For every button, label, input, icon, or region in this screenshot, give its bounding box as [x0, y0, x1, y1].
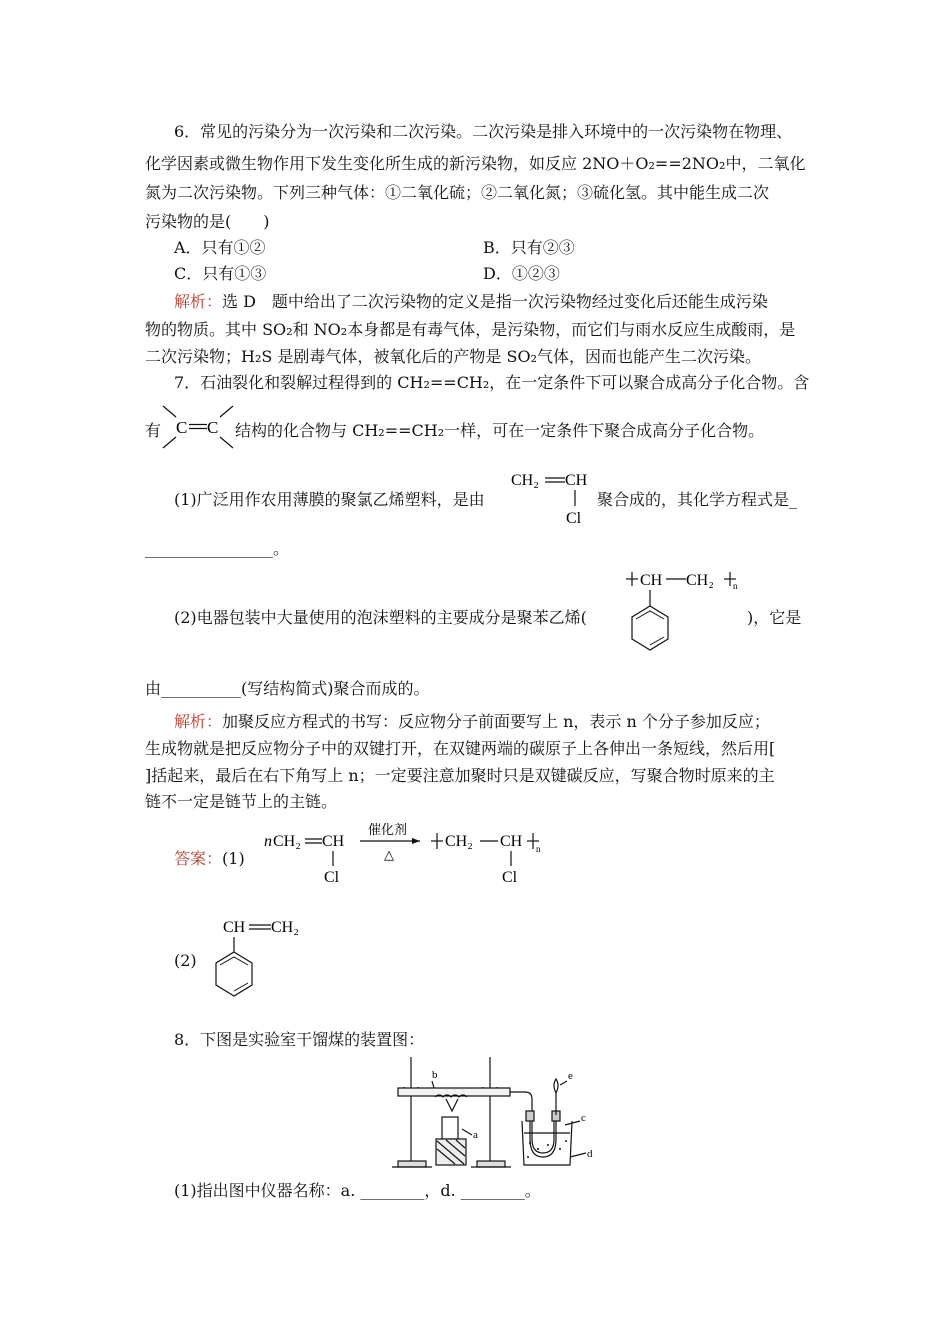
ch2-label: CH₂: [686, 572, 714, 589]
ch2-label: CH₂: [445, 833, 473, 850]
subscript-n: n: [536, 844, 541, 854]
heat-symbol: △: [384, 847, 394, 862]
carbon-label: C: [207, 418, 219, 437]
q7-analysis-line-3: ]括起来，最后在右下角写上 n；一定要注意加聚时只是双键碳反应，写聚合物时原来的主: [145, 766, 775, 785]
q6-option-d: D．①②③: [483, 264, 560, 283]
answer-label: 答案：: [174, 849, 223, 868]
q6-line-2: 化学因素或微生物作用下发生变化所生成的新污染物，如反应 2NO＋O₂==2NO₂中，二氧化: [145, 154, 806, 173]
q6-analysis-line-2: 物的物质。其中 SO₂和 NO₂本身都是有毒气体，是污染物，而它们与雨水反应生成酸雨，是: [145, 320, 796, 339]
q7-line-2-end: 结构的化合物与 CH₂==CH₂一样，可在一定条件下聚合成高分子化合物。: [235, 421, 765, 440]
q6-analysis-line-3: 二次污染物；H₂S 是剧毒气体，被氧化后的产物是 SO₂气体，因而也能产生二次污染。: [145, 347, 761, 366]
cl-label: Cl: [566, 510, 582, 527]
q7-line-1: 7．石油裂化和裂解过程得到的 CH₂==CH₂，在一定条件下可以聚合成高分子化合物。含: [174, 373, 810, 392]
ch2-label: CH₂: [511, 472, 539, 489]
q7-part-1-b: 聚合成的，其化学方程式是_: [597, 490, 798, 509]
q6-analysis-line-1: [174, 292, 768, 312]
ch-label: CH: [565, 472, 588, 489]
ch-label: CH: [500, 833, 523, 850]
q7-part-2-a: (2)电器包装中大量使用的泡沫塑料的主要成分是聚苯乙烯(: [174, 608, 587, 627]
ch-label: CH: [640, 572, 663, 589]
cl-label: Cl: [502, 869, 518, 886]
q6-line-4: 污染物的是( ): [145, 212, 270, 231]
label-d: d: [587, 1148, 593, 1160]
ch-label: CH: [223, 919, 246, 936]
polystyrene-structure: [612, 566, 752, 668]
vinyl-chloride-structure: [505, 468, 595, 528]
label-b: b: [432, 1069, 438, 1081]
q7-analysis-line-2: 生成物就是把反应物分子中的双键打开，在双键两端的碳原子上各伸出一条短线，然后用[: [145, 739, 776, 758]
answer-part-1-label: (1): [222, 849, 245, 868]
q8-line-1: 8．下图是实验室干馏煤的装置图：: [174, 1030, 425, 1049]
styrene-structure: [205, 912, 325, 1012]
q7-analysis-line-4: 链不一定是链节上的主链。: [145, 792, 338, 811]
q6-option-b: B．只有②③: [483, 238, 575, 257]
q7-analysis-line-1: [174, 712, 770, 732]
q7-answer-1: [174, 849, 245, 869]
analysis-label: 解析：: [174, 292, 223, 311]
q7-part-1-c: ________________。: [145, 539, 290, 558]
q8-part-1: (1)指出图中仪器名称：a. ________，d. ________。: [174, 1181, 541, 1200]
q7-part-1-a: (1)广泛用作农用薄膜的聚氯乙烯塑料，是由: [174, 490, 485, 509]
analysis-text: 选 D 题中给出了二次污染物的定义是指一次污染物经过变化后还能生成污染: [222, 292, 768, 311]
cl-label: Cl: [324, 869, 340, 886]
subscript-n: n: [733, 581, 738, 591]
analysis-text: 加聚反应方程式的书写：反应物分子前面要写上 n，表示 n 个分子参加反应；: [222, 712, 770, 731]
q6-line-3: 氮为二次污染物。下列三种气体：①二氧化硫；②二氧化氮；③硫化氢。其中能生成二次: [145, 183, 770, 202]
coal-distillation-apparatus: [380, 1053, 600, 1178]
ch2-label: CH₂: [273, 833, 301, 850]
label-c: c: [581, 1112, 586, 1124]
label-a: a: [473, 1129, 478, 1141]
coefficient-n: n: [264, 833, 272, 850]
q7-answer-2: (2): [174, 951, 197, 970]
q7-part-2-c: 由__________(写结构简式)聚合而成的。: [145, 679, 430, 698]
analysis-label: 解析：: [174, 712, 223, 731]
catalyst-label: 催化剂: [368, 822, 408, 837]
cc-double-bond-structure: [160, 402, 240, 452]
carbon-label: C: [176, 418, 188, 437]
q6-option-a: A．只有①②: [174, 238, 266, 257]
q7-line-2-start: 有: [145, 421, 162, 440]
ch2-label: CH₂: [271, 919, 299, 936]
pvc-equation: [262, 818, 562, 890]
label-e: e: [568, 1070, 573, 1082]
q6-option-c: C．只有①③: [174, 264, 267, 283]
q6-line-1: 6．常见的污染分为一次污染和二次污染。二次污染是排入环境中的一次污染物在物理、: [174, 122, 793, 141]
ch-label: CH: [322, 833, 345, 850]
q7-part-2-b: )，它是: [747, 608, 802, 627]
